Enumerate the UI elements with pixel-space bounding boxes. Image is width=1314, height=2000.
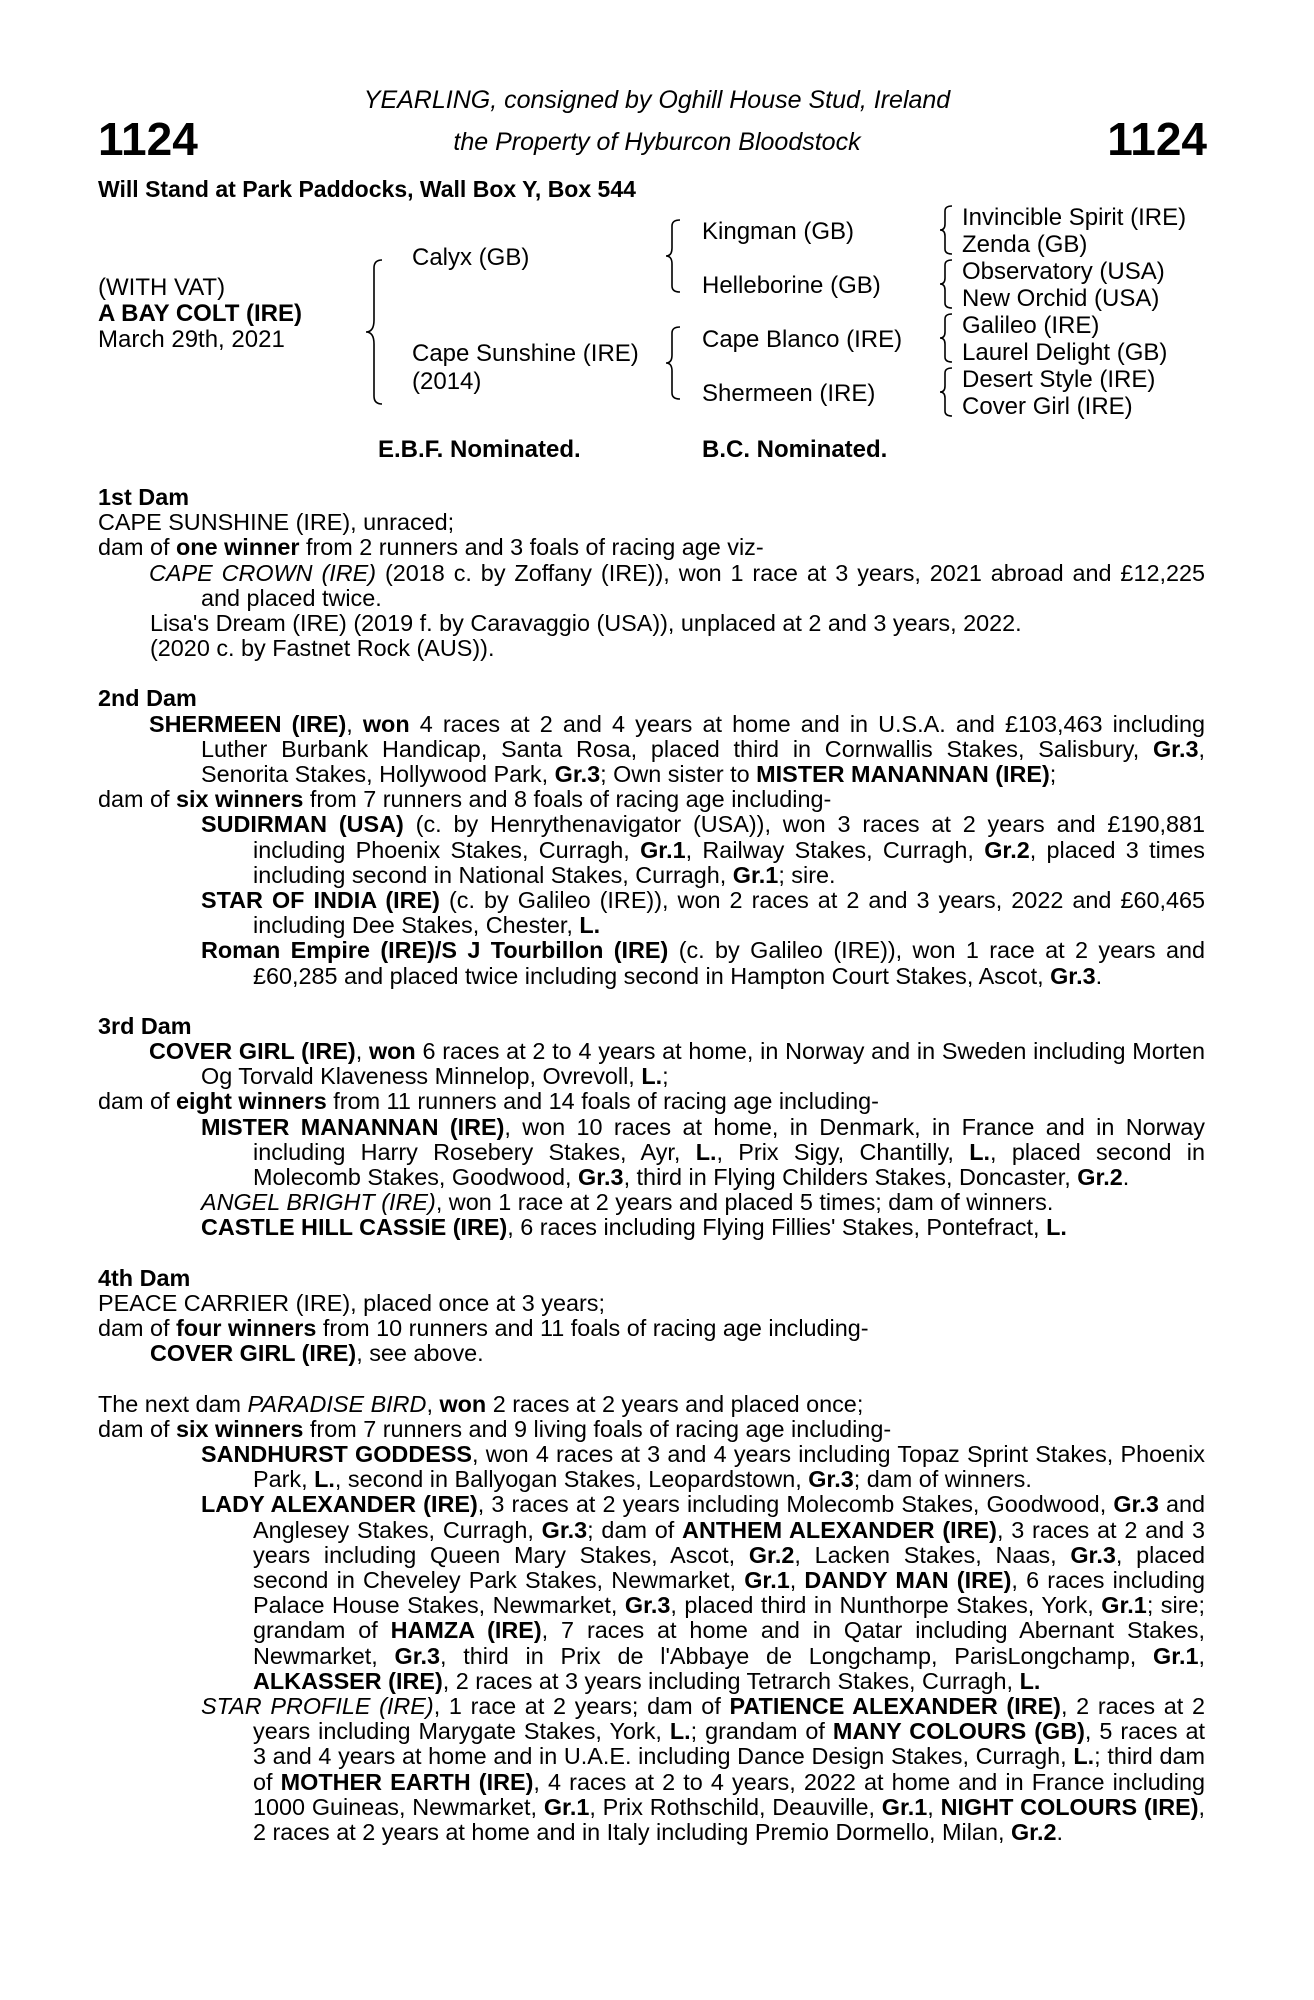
section-title-2nd-dam: 2nd Dam (98, 685, 197, 712)
ancestor-4: New Orchid (USA) (962, 285, 1160, 312)
sire-name: Calyx (GB) (412, 244, 530, 271)
next-dam-line: The next dam PARADISE BIRD, won 2 races at 2 years and placed once; (98, 1390, 864, 1417)
bracket-g3-1 (940, 204, 956, 258)
dam4-produce-1: COVER GIRL (IRE), see above. (150, 1340, 484, 1367)
foaling-date: March 29th, 2021 (98, 326, 285, 353)
section-title-1st-dam: 1st Dam (98, 484, 190, 510)
section-title-3rd-dam: 3rd Dam (98, 1012, 192, 1039)
consignor-line: YEARLING, consigned by Oghill House Stud, Ireland (363, 86, 951, 114)
next-dam-produce-summary: dam of six winners from 7 runners and 9 living foals of racing age including- (98, 1415, 892, 1442)
bracket-g3-3 (940, 312, 956, 366)
ancestor-8: Cover Girl (IRE) (962, 393, 1133, 420)
dam2-produce-3: Roman Empire (IRE)/S J Tourbillon (IRE) (c. by Galileo (IRE)), won 1 race at 2 years and £60,285 and placed twice including second in Hampton Court Stakes, Ascot, Gr.3. (201, 937, 1205, 989)
next-dam-grandproduce-2: STAR PROFILE (IRE), 1 race at 2 years; dam of PATIENCE ALEXANDER (IRE), 2 races at 2 years including Marygate Stakes, York, L.; grandam of MANY COLOURS (GB), 5 races at 3 and 4 years at home and in U.A.E. including Dance Design Stakes, Curragh, L.; third dam of MOTHER EARTH (IRE), 4 races at 2 to 4 years, 2022 at home and in France including 1000 Guineas, Newmarket, Gr.1, Prix Rothschild, Deauville, Gr.1, NIGHT COLOURS (IRE), 2 races at 2 years at home and in Italy including Premio Dormello, Milan, Gr.2. (201, 1692, 1206, 1845)
dam2-produce-2: STAR OF INDIA (IRE) (c. by Galileo (IRE)), won 2 races at 2 and 3 years, 2022 and £60,465 including Dee Stakes, Chester, L. (201, 887, 1206, 939)
next-dam-grandproduce-1: LADY ALEXANDER (IRE), 3 races at 2 years including Molecomb Stakes, Goodwood, Gr.3 and Anglesey Stakes, Curragh, Gr.3; dam of ANTHEM ALEXANDER (IRE), 3 races at 2 and 3 years including Queen Mary Stakes, Ascot, Gr.2, Lacken Stakes, Naas, Gr.3, placed second in Cheveley Park Stakes, Newmarket, Gr.1, DANDY MAN (IRE), 6 races including Palace House Stakes, Newmarket, Gr.3, placed third in Nunthorpe Stakes, York, Gr.1; sire; grandam of HAMZA (IRE), 7 races at home and in Qatar including Abernant Stakes, Newmarket, Gr.3, third in Prix de l'Abbaye de Longchamp, ParisLongchamp, Gr.1, ALKASSER (IRE), 2 races at 3 years including Tetrarch Stakes, Curragh, L. (201, 1491, 1206, 1694)
dam2-line: SHERMEEN (IRE), won 4 races at 2 and 4 years at home and in U.S.A. and £103,463 including Luther Burbank Handicap, Santa Rosa, placed third in Cornwallis Stakes, Salisbury, Gr.3, Senorita Stakes, Hollywood Park, Gr.3; Own sister to MISTER MANANNAN (IRE); (149, 710, 1205, 788)
horse-name: A BAY COLT (IRE) (98, 300, 303, 327)
vat-note: (WITH VAT) (98, 274, 226, 301)
dam3-produce-summary: dam of eight winners from 11 runners and 14 foals of racing age including- (98, 1088, 879, 1115)
next-dam-produce-1: SANDHURST GODDESS, won 4 races at 3 and 4 years including Topaz Sprint Stakes, Phoenix Park, L., second in Ballyogan Stakes, Leopardstown, Gr.3; dam of winners. (201, 1440, 1205, 1493)
bracket-g3-2 (940, 258, 956, 312)
dam-year: (2014) (412, 368, 482, 395)
ancestor-7: Desert Style (IRE) (962, 366, 1156, 393)
dam1-produce-1: CAPE CROWN (IRE) (2018 c. by Zoffany (IRE)), won 1 race at 3 years, 2021 abroad and £12,225 and placed twice. (149, 559, 1205, 611)
dam1-line: CAPE SUNSHINE (IRE), unraced; (98, 509, 455, 536)
dam4-produce-summary: dam of four winners from 10 runners and 11 foals of racing age including- (98, 1315, 869, 1342)
bracket-sire (668, 218, 688, 298)
ancestor-1: Invincible Spirit (IRE) (962, 204, 1187, 231)
dam2-produce-summary: dam of six winners from 7 runners and 8 foals of racing age including- (98, 786, 832, 813)
bracket-main (370, 258, 390, 408)
bracket-dam (668, 325, 688, 405)
dam-dam: Shermeen (IRE) (702, 380, 876, 407)
ancestor-3: Observatory (USA) (962, 258, 1165, 285)
sire-dam: Helleborine (GB) (702, 272, 881, 299)
catalogue-body (98, 485, 1205, 1845)
bc-nominated: B.C. Nominated. (702, 436, 888, 463)
dam2-produce-1: SUDIRMAN (USA) (c. by Henrythenavigator (USA)), won 3 races at 2 years and £190,881 including Phoenix Stakes, Curragh, Gr.1, Railway Stakes, Curragh, Gr.2, placed 3 times including second in National Stakes, Curragh, Gr.1; sire. (201, 811, 1205, 888)
stand-location: Will Stand at Park Paddocks, Wall Box Y, Box 544 (98, 176, 636, 202)
dam1-produce-3: (2020 c. by Fastnet Rock (AUS)). (150, 635, 495, 662)
ancestor-5: Galileo (IRE) (962, 312, 1100, 339)
lot-number-right: 1124 (1107, 113, 1207, 165)
dam3-produce-2: ANGEL BRIGHT (IRE), won 1 race at 2 years and placed 5 times; dam of winners. (201, 1189, 1054, 1216)
lot-number-left: 1124 (98, 113, 198, 165)
dam-sire: Cape Blanco (IRE) (702, 326, 903, 353)
property-line: the Property of Hyburcon Bloodstock (453, 128, 861, 156)
dam1-produce-summary: dam of one winner from 2 runners and 3 foals of racing age viz- (98, 534, 764, 561)
ebf-nominated: E.B.F. Nominated. (378, 436, 581, 463)
ancestor-6: Laurel Delight (GB) (962, 339, 1168, 366)
dam-name: Cape Sunshine (IRE) (412, 340, 639, 367)
dam3-produce-1: MISTER MANANNAN (IRE), won 10 races at home, in Denmark, in France and in Norway including Harry Rosebery Stakes, Ayr, L., Prix Sigy, Chantilly, L., placed second in Molecomb Stakes, Goodwood, Gr.3, third in Flying Childers Stakes, Doncaster, Gr.2. (201, 1113, 1205, 1191)
dam3-line: COVER GIRL (IRE), won 6 races at 2 to 4 years at home, in Norway and in Sweden including Morten Og Torvald Klaveness Minnelop, Ovrevoll, L.; (149, 1038, 1206, 1090)
dam3-grandproduce-1: CASTLE HILL CASSIE (IRE), 6 races including Flying Fillies' Stakes, Pontefract, L. (201, 1214, 1067, 1241)
section-title-4th-dam: 4th Dam (98, 1264, 191, 1291)
dam1-produce-2: Lisa's Dream (IRE) (2019 f. by Caravaggio (USA)), unplaced at 2 and 3 years, 2022. (150, 610, 1022, 637)
sire-sire: Kingman (GB) (702, 218, 855, 245)
ancestor-2: Zenda (GB) (962, 231, 1088, 258)
dam4-line: PEACE CARRIER (IRE), placed once at 3 years; (98, 1289, 605, 1316)
bracket-g3-4 (940, 366, 956, 420)
